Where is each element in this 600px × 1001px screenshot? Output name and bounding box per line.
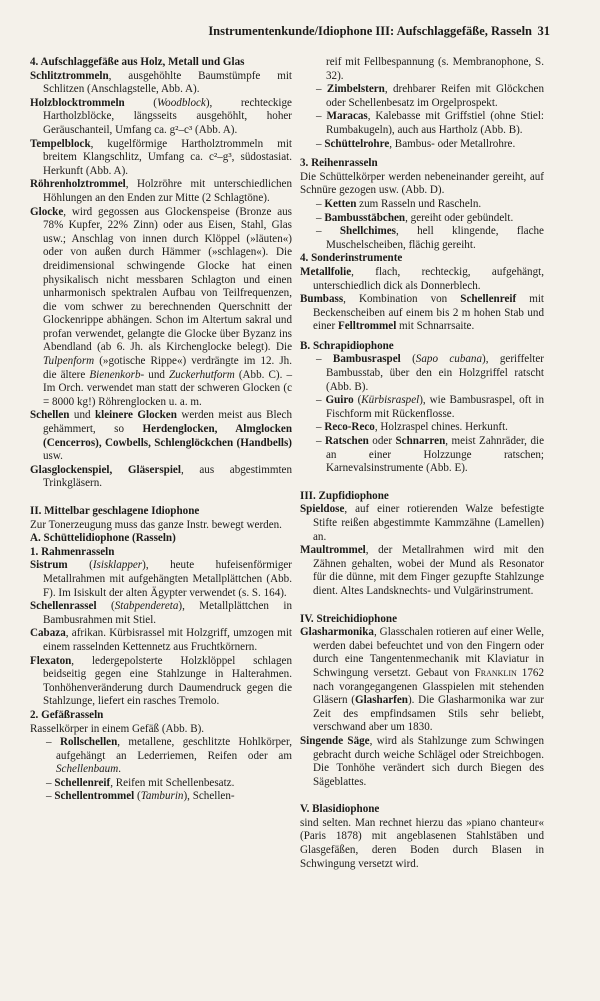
entry-ketten: – Ketten zum Rasseln und Rascheln.: [316, 197, 482, 210]
entry-ratschen: – Ratschen oder Schnarren, meist Zahnräder, die an einer Holzzunge ratschen; Karnevalsinstrumente (Abb. E).: [316, 435, 544, 475]
entry-schlitztrommeln: Schlitztrommeln, ausgehöhlte Baumstümpfe mit Schlitzen (Anschlagstelle, Abb. A).: [30, 69, 292, 96]
header-title: Instrumentenkunde/Idiophone III: Aufschlaggefäße, Rasseln: [208, 24, 532, 38]
section-heading: 4. Aufschlaggefäße aus Holz, Metall und Glas: [30, 56, 245, 68]
entry-reco-reco: – Reco-Reco, Holzraspel chines. Herkunft.: [316, 421, 508, 434]
entry-schellentrommel: – Schellentrommel (Tamburin), Schellen-: [46, 790, 235, 803]
page-number: 31: [537, 24, 550, 38]
subsection-heading: 2. Gefäßrasseln: [30, 708, 104, 721]
entry-shellchimes: – Shellchimes, hell klingende, flache Muschelscheiben, flächig gereiht.: [316, 225, 544, 251]
section-heading: II. Mittelbar geschlagene Idiophone: [30, 505, 200, 517]
section-intro: Die Schüttelkörper werden nebeneinander gereiht, auf Schnüre gezogen usw. (Abb. D).: [300, 170, 544, 197]
entry-schellen: Schellen und kleinere Glocken werden meist aus Blech gehämmert, so Herdenglocken, Almglocken (Cencerros), Cowbells, Schlenglöckchen (Handbells) usw.: [30, 409, 292, 463]
section-intro: Zur Tonerzeugung muss das ganze Instr. bewegt werden.: [30, 518, 282, 531]
entry-spieldose: Spieldose, auf einer rotierenden Walze befestigte Stifte reißen abgestimmte Kammzähne (Lamellen) an.: [300, 503, 544, 543]
subsection-heading: 1. Rahmenrasseln: [30, 545, 115, 558]
entry-maultrommel: Maultrommel, der Metallrahmen wird mit den Zähnen gehalten, wobei der Mund als Resonator für die dünne, mit dem Finger gezupfte Stahlzunge dient. Altes Landsknechts- und Vulgärinstrument.: [300, 544, 544, 597]
entry-glasglockenspiel: Glasglockenspiel, Gläserspiel, aus abgestimmten Trinkgläsern.: [30, 463, 293, 490]
section-heading: IV. Streichidiophone: [300, 612, 397, 625]
entry-schellenreif: – Schellenreif, Reifen mit Schellenbesatz.: [46, 776, 235, 789]
entry-sistrum: Sistrum (Isisklapper), heute hufeisenförmiger Metallrahmen mit aufgehängten Metallplättchen (Abb. F). Im Isiskult der alten Ägypter verwendet (s. S. 164).: [30, 559, 293, 599]
entry-tempelblock: Tempelblock, kugelförmige Hartholztrommeln mit breitem Klangschlitz, Umfang ca. c²–g³, südostasiat. Herkunft (Abb. A).: [30, 137, 292, 177]
entry-schellenrassel: Schellenrassel (Stabpendereta), Metallplättchen in Bambusrahmen mit Stiel.: [30, 600, 293, 626]
entry-glasharmonika: Glasharmonika, Glasschalen rotieren auf einer Welle, werden dabei befeuchtet und von den Fingern oder durch eine Tangentenmechanik mit Klaviatur in Schwingung versetzt. Gebaut von Franklin 1762 nach vorangegangenen Glasspielen mit stehenden Gläsern (Glasharfen). Die Glasharmonika war zur Zeit des empfindsamen Stils sehr beliebt, verschwand aber um 1830.: [300, 626, 545, 734]
entry-continued: reif mit Fellbespannung (s. Membranophone, S. 32).: [326, 56, 544, 82]
section-heading: III. Zupfidiophone: [300, 489, 389, 502]
entry-maracas: – Maracas, Kalebasse mit Griffstiel (ohne Stiel: Rumbakugeln), auch aus Hartholz (Abb. B).: [316, 110, 544, 136]
entry-flexaton: Flexaton, ledergepolsterte Holzklöppel schlagen beidseitig gegen eine Stahlzunge in Halterahmen. Tonhöhenveränderung durch Daumendruck gegen die Stahlzunge, liefert ein rasches Tremolo.: [30, 654, 292, 708]
entry-bumbass: Bumbass, Kombination von Schellenreif mit Beckenscheiben auf einem bis 2 m hohen Stab und einer Felltrommel mit Schnarrsaite.: [300, 293, 544, 333]
entry-glocke: Glocke, wird gegossen aus Glockenspeise (Bronze aus 78% Kupfer, 22% Zinn) oder aus Eisen, Stahl, Glas usw.; Anschlag von innen durch Klöppel (»läuten«) oder von außen durch Hämmer (»schlagen«). Die dreidimensional schwingende Glocke hat einen physikalisch nicht messbaren Schlagton und einen unharmonisch spektralen Aufbau von Teilfrequenzen, die vom schwer zu berechnenden Querschnitt der Glockenrippe abhängen. Schon im Altertum sakral und profan verwendet, gelangte die Glocke über Byzanz ins Abendland (ab 6. Jh. als Kirchenglocke belegt). Die Tulpenform (»gotische Rippe«) verdrängte im 12. Jh. die ältere Bienenkorb- und Zuckerhutform (Abb. C). – Im Orch. verwendet man statt der schweren Glocken (c = 8000 kg!) Röhrenglocken u. a. m.: [30, 205, 293, 408]
running-header: [0, 24, 600, 40]
entry-blasidiophone: sind selten. Man rechnet hierzu das »piano chanteur« (Paris 1878) mit angeblasenen Stahlstäben und Glasgefäßen, deren Boden durch Blasen in Schwingung versetzt wird.: [300, 816, 544, 870]
entry-holzblocktrommeln: Holzblocktrommeln (Woodblock), rechteckige Hartholzblöcke, längsseits ausgehöhlt, hoher Geräuschanteil, Umfang ca. g²–c³ (Abb. A).: [30, 96, 292, 136]
entry-rollschellen: – Rollschellen, metallene, geschlitzte Hohlkörper, aufgehängt an Lederriemen, Reifen oder am Schellenbaum.: [46, 736, 292, 776]
entry-bambusstaebchen: – Bambusstäbchen, gereiht oder gebündelt.: [316, 211, 514, 224]
entry-bambusraspel: – Bambusraspel (Sapo cubana), geriffelter Bambusstab, über den ein Holzgriffel ratscht (Abb. B).: [316, 353, 544, 393]
entry-guiro: – Guiro (Kürbisraspel), wie Bambusraspel, oft in Fischform mit Rückenflosse.: [316, 394, 544, 420]
subsection-heading: 4. Sonderinstrumente: [300, 252, 403, 265]
right-column: [300, 56, 544, 871]
entry-schuettelrohre: – Schüttelrohre, Bambus- oder Metallrohre.: [316, 137, 516, 150]
entry-zimbelstern: – Zimbelstern, drehbarer Reifen mit Glöckchen oder Schellenbesatz im Orgelprospekt.: [316, 83, 545, 109]
entry-roehrenholztrommel: Röhrenholztrommel, Holzröhre mit unterschiedlichen Höhlungen an den Enden zur Mitte (2 Schlagtöne).: [30, 178, 292, 204]
subsection-heading: 3. Reihenrasseln: [300, 157, 378, 170]
subsection-heading: B. Schrapidiophone: [300, 339, 394, 352]
entry-metallfolie: Metallfolie, flach, rechteckig, aufgehängt, unterschiedlich dick als Donnerblech.: [300, 265, 544, 292]
left-column: [30, 56, 292, 804]
entry-singende-saege: Singende Säge, wird als Stahlzunge zum Schwingen gebracht durch weiche Schlägel oder Streichbogen. Die Tonhöhe verändert sich durch Biegen des Sägeblattes.: [300, 734, 544, 788]
section-intro: Rasselkörper in einem Gefäß (Abb. B).: [30, 722, 205, 735]
entry-cabaza: Cabaza, afrikan. Kürbisrassel mit Holzgriff, umzogen mit einem rasselnden Kettennetz aus Fruchtkörnern.: [30, 627, 292, 653]
section-heading: V. Blasidiophone: [300, 803, 380, 816]
subsection-heading: A. Schüttelidiophone (Rasseln): [30, 532, 176, 545]
